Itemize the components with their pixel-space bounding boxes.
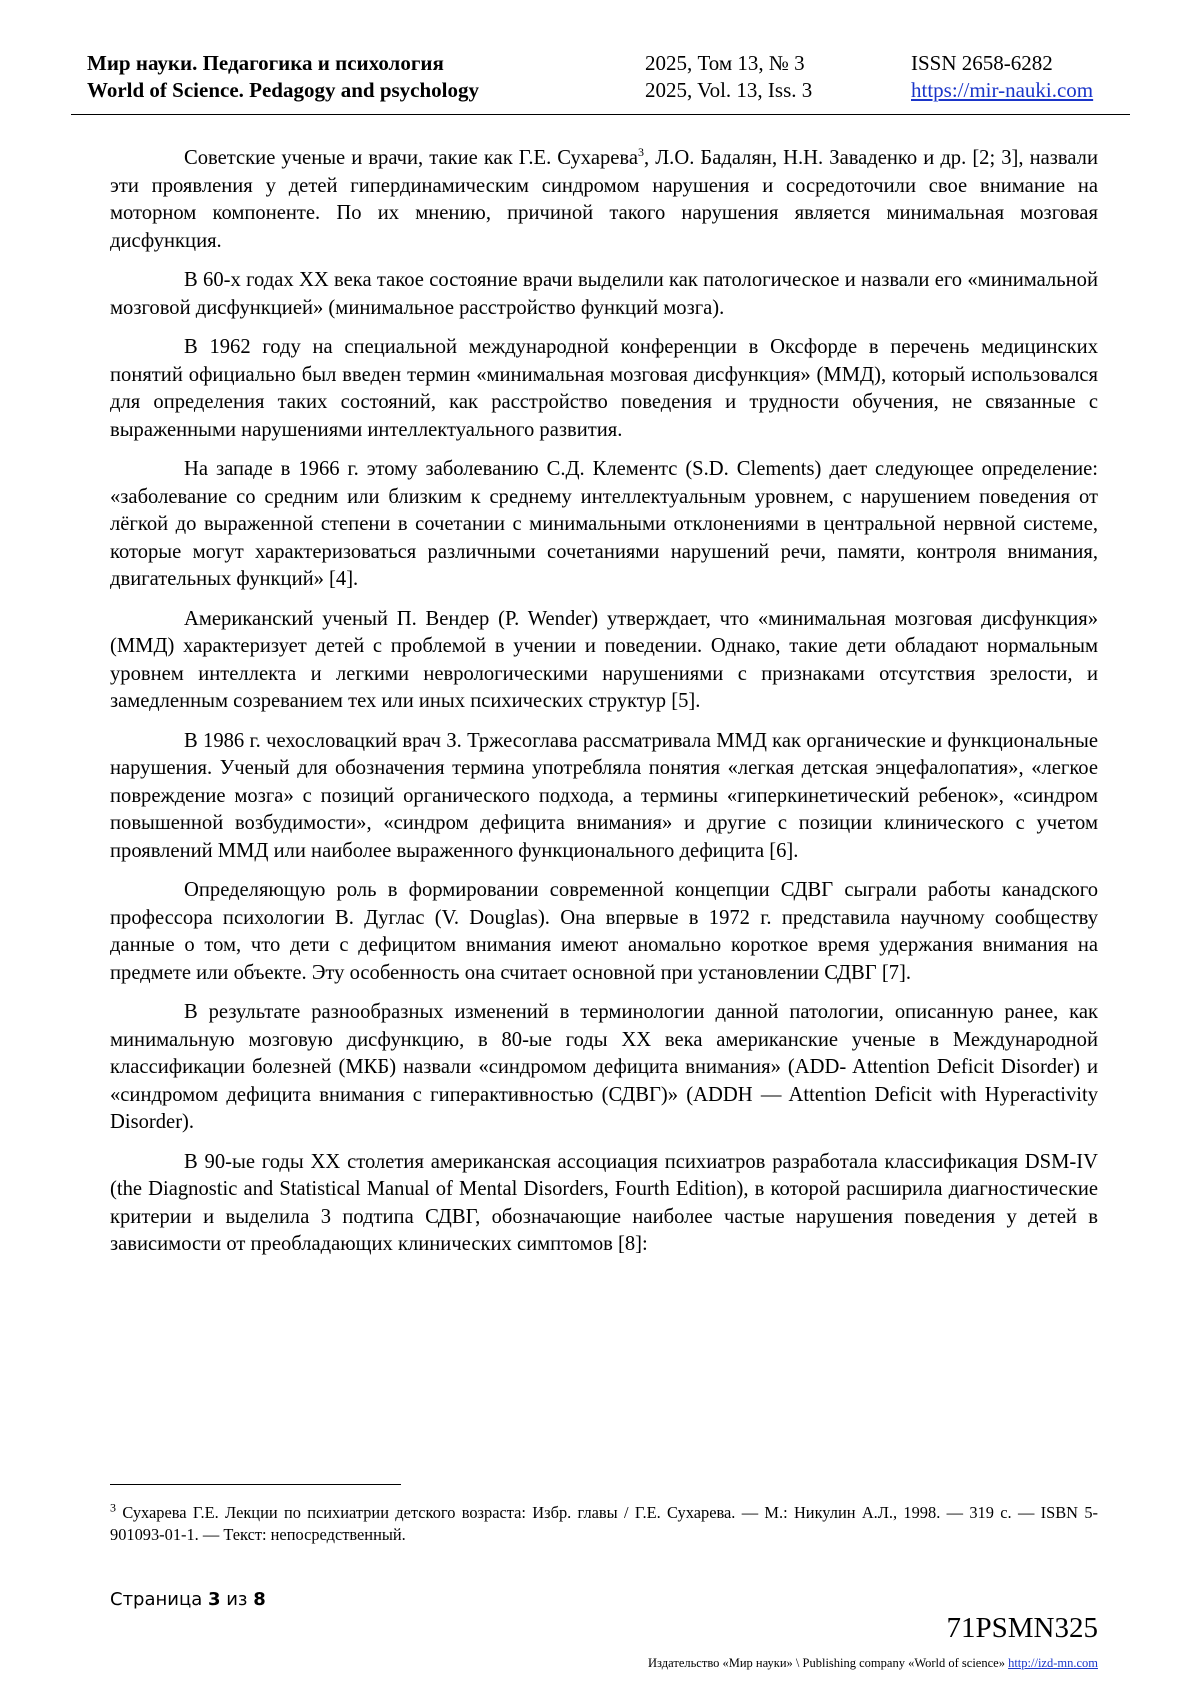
paragraph-5: Американский ученый П. Вендер (P. Wender) утверждает, что «минимальная мозговая дисфункция» (ММД) характеризует детей с проблемой в учении и поведении. Однако, такие дети обладают нормальным уровнем интеллекта и легкими неврологическими нарушениями с признаками отсутствия зрелости, и замедленным созреванием тех или иных психических структур [5]. xyxy=(110,607,1098,712)
journal-title-block xyxy=(87,50,479,104)
page-number: Страница 3 из 8 xyxy=(110,1589,266,1610)
journal-header xyxy=(71,50,1130,115)
footnote-text: Сухарева Г.Е. Лекции по психиатрии детского возраста: Избр. главы / Г.Е. Сухарева. — М.: Никулин А.Л., 1998. — 319 с. — ISBN 5-901093-01-1. — Текст: непосредственный. xyxy=(110,1503,1098,1544)
issue-ru: 2025, Том 13, № 3 xyxy=(645,51,805,75)
journal-title-en: World of Science. Pedagogy and psychology xyxy=(87,78,480,102)
paragraph-9: В 90-ые годы XX столетия американская ассоциация психиатров разработала классификация DSM-IV (the Diagnostic and Statistical Manual of Mental Disorders, Fourth Edition), в которой расширила диагностические критерии и выделила 3 подтипа СДВГ, обозначающие наиболее частые нарушения поведения у детей в зависимости от преобладающих клинических симптомов [8]: xyxy=(110,1150,1098,1255)
footnote-number: 3 xyxy=(110,1500,116,1515)
website-link[interactable]: https://mir-nauki.com xyxy=(911,78,1094,102)
paragraph-1: Советские ученые и врачи, такие как Г.Е. Сухарева$^3$, Л.О. Бадалян, Н.Н. Заваденко и др. [2; 3], назвали эти проявления у детей гипердинамическим синдромом нарушения и сосредоточили свое внимание на моторном компоненте. По их мнению, причиной такого нарушения является минимальная мозговая дисфункция. xyxy=(110,145,1098,252)
paragraph-4: На западе в 1966 г. этому заболеванию С.Д. Клементс (S.D. Clements) дает следующее определение: «заболевание со средним или близким к среднему интеллектуальным уровнем, с нарушением поведения от лёгкой до выраженной степени в сочетании с минимальными отклонениями в центральной нервной системе, которые могут характеризоваться различными сочетаниями нарушений речи, памяти, контроля внимания, двигательных функций» [4]. xyxy=(110,458,1098,590)
article-code: 71PSMN325 xyxy=(946,1612,1098,1644)
issn-block xyxy=(911,50,1093,104)
issn: ISSN 2658-6282 xyxy=(911,51,1053,75)
footnote-ref[interactable]: 3 xyxy=(638,145,644,160)
paragraph-2: В 60-х годах XX века такое состояние врачи выделили как патологическое и назвали его «минимальной мозговой дисфункцией» (минимальное расстройство функций мозга). xyxy=(110,269,1098,319)
article-body xyxy=(110,145,1098,1271)
paragraph-7: Определяющую роль в формировании современной концепции СДВГ сыграли работы канадского профессора психологии В. Дуглас (V. Douglas). Она впервые в 1972 г. представила научному сообществу данные о том, что дети с дефицитом внимания имеют аномально короткое время удержания внимания на предмете или объекте. Эту особенность она считает основной при установлении СДВГ [7]. xyxy=(110,879,1098,984)
paragraph-6: В 1986 г. чехословацкий врач З. Тржесоглава рассматривала ММД как органические и функциональные нарушения. Ученый для обозначения термина употребляла понятия «легкая детская энцефалопатия», «легкое повреждение мозга» с позиций органического подхода, а термины «гиперкинетический ребенок», «синдром повышенной возбудимости», «синдром дефицита внимания» и другие с позиции клинического с учетом проявлений ММД или наиболее выраженного функционального дефицита [6]. xyxy=(110,729,1098,862)
issue-block xyxy=(645,50,812,104)
paragraph-8: В результате разнообразных изменений в терминологии данной патологии, описанную ранее, как минимальную мозговую дисфункцию, в 80-ые годы XX века американские ученые в Международной классификации болезней (МКБ) назвали «синдромом дефицита внимания» (ADD- Attention Deficit Disorder) и «синдромом дефицита внимания с гиперактивностью (СДВГ)» (ADDH — Attention Deficit with Hyperactivity Disorder). xyxy=(110,1001,1098,1133)
publisher-line: Издательство «Мир науки» \ Publishing company «World of science» http://izd-mn.com xyxy=(648,1656,1098,1670)
footnote xyxy=(110,1502,1098,1546)
issue-en: 2025, Vol. 13, Iss. 3 xyxy=(645,78,813,102)
current-page: 3 xyxy=(207,1589,221,1610)
paragraph-3: В 1962 году на специальной международной конференции в Оксфорде в перечень медицинских понятий официально был введен термин «минимальная мозговая дисфункция» (ММД), который использовался для определения таких состояний, как расстройство поведения и трудности обучения, не связанные с выраженными нарушениями интеллектуального развития. xyxy=(110,336,1098,441)
journal-title-ru: Мир науки. Педагогика и психология xyxy=(87,51,444,75)
publisher-link[interactable]: http://izd-mn.com xyxy=(1008,1656,1098,1670)
footnote-divider xyxy=(110,1484,401,1485)
total-pages: 8 xyxy=(253,1589,266,1610)
